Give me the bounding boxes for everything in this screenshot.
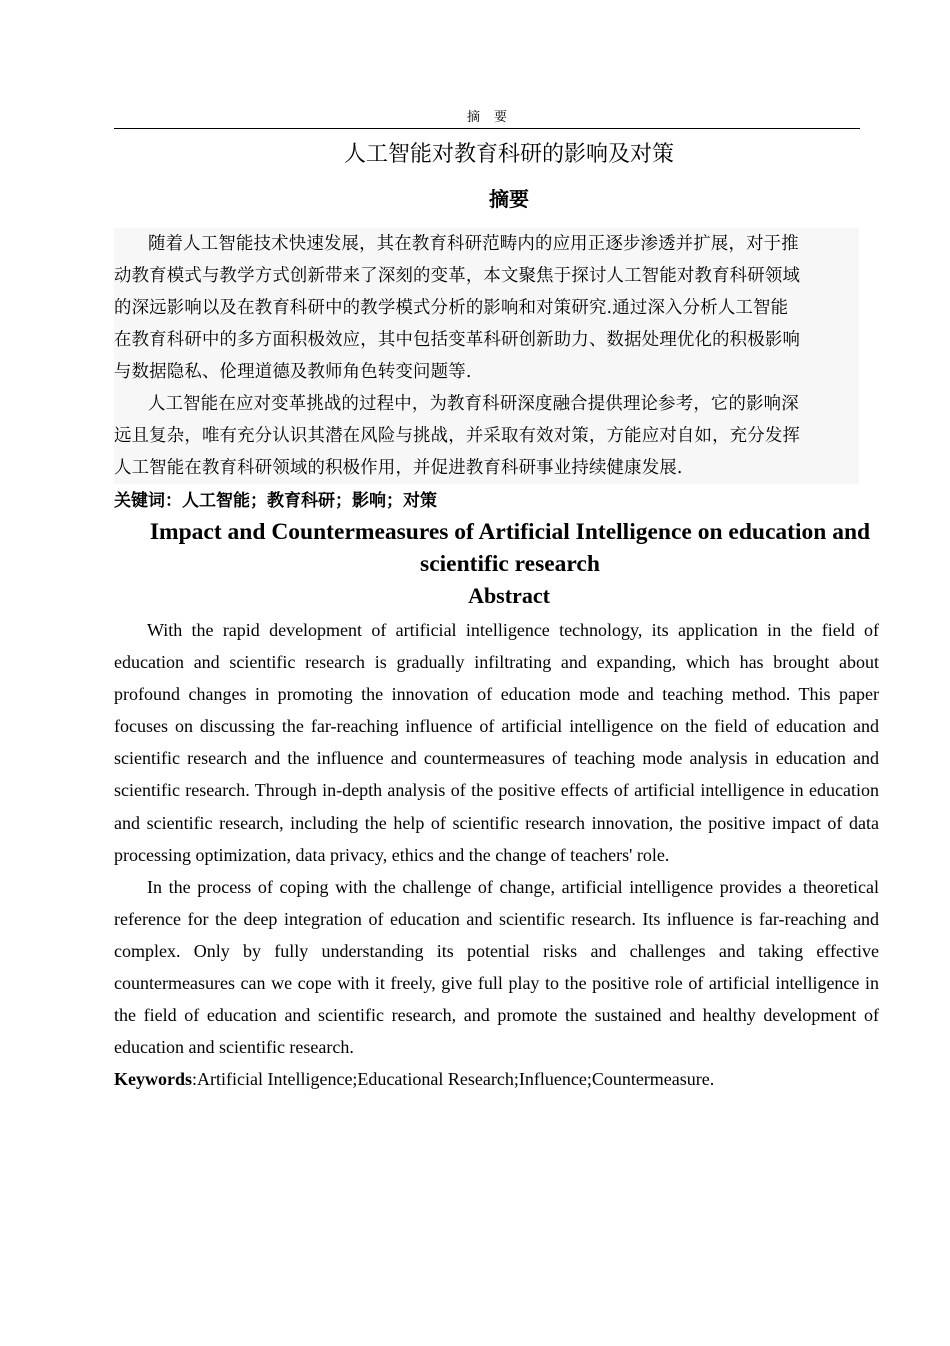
chinese-abstract-line: 在教育科研中的多方面积极效应，其中包括变革科研创新助力、数据处理优化的积极影响 [114, 330, 801, 350]
english-keywords-text: :Artificial Intelligence;Educational Research;Influence;Countermeasure. [192, 1069, 715, 1090]
header-rule [114, 128, 860, 129]
chinese-abstract-line: 人工智能在应对变革挑战的过程中，为教育科研深度融合提供理论参考，它的影响深 [148, 394, 799, 414]
chinese-abstract-line: 与数据隐私、伦理道德及教师角色转变问题等. [114, 362, 472, 382]
english-abstract-paragraph: In the process of coping with the challenge of change, artificial intelligence provides a theoretical reference for the deep integration of education and scientific research. Its influence is far-reaching and complex. Only by fully understanding its potential risks and challenges and taking effective countermeasures can we cope with it freely, give full play to the positive role of artificial intelligence in the field of education and scientific research, and promote the sustained and healthy development of education and scientific research. [114, 876, 879, 1058]
chinese-abstract-heading: 摘要 [489, 187, 529, 211]
chinese-abstract-line: 的深远影响以及在教育科研中的教学模式分析的影响和对策研究.通过深入分析人工智能 [114, 298, 789, 318]
chinese-abstract-body [114, 228, 859, 484]
english-keywords [114, 1063, 879, 1095]
english-abstract-paragraph: With the rapid development of artificial intelligence technology, its application in the field of education and scientific research is gradually infiltrating and expanding, which has brought about profound changes in promoting the innovation of education mode and teaching method. This paper focuses on discussing the far-reaching influence of artificial intelligence on the field of education and scientific research and the influence and countermeasures of teaching mode analysis in education and scientific research. Through in-depth analysis of the positive effects of artificial intelligence in education and scientific research, including the help of scientific research innovation, the positive impact of data processing optimization, data privacy, ethics and the change of teachers' role. [114, 620, 879, 865]
chinese-keywords: 关键词：人工智能；教育科研；影响；对策 [114, 491, 437, 511]
chinese-title: 人工智能对教育科研的影响及对策 [343, 142, 674, 167]
chinese-abstract-line: 远且复杂，唯有充分认识其潜在风险与挑战，并采取有效对策，方能应对自如，充分发挥 [114, 426, 801, 446]
chinese-abstract-line: 动教育模式与教学方式创新带来了深刻的变革，本文聚焦于探讨人工智能对教育科研领域 [114, 266, 801, 286]
english-abstract-body [114, 614, 879, 1095]
english-abstract-heading: Abstract [468, 583, 550, 608]
english-keywords-label: Keywords [114, 1069, 192, 1090]
running-header: 摘要 [466, 110, 521, 125]
chinese-abstract-line: 随着人工智能技术快速发展，其在教育科研范畴内的应用正逐步渗透并扩展，对于推 [148, 234, 799, 254]
chinese-abstract-line: 人工智能在教育科研领域的积极作用，并促进教育科研事业持续健康发展. [114, 458, 683, 478]
english-title: Impact and Countermeasures of Artificial Intelligence on education and scientific research [149, 519, 871, 577]
